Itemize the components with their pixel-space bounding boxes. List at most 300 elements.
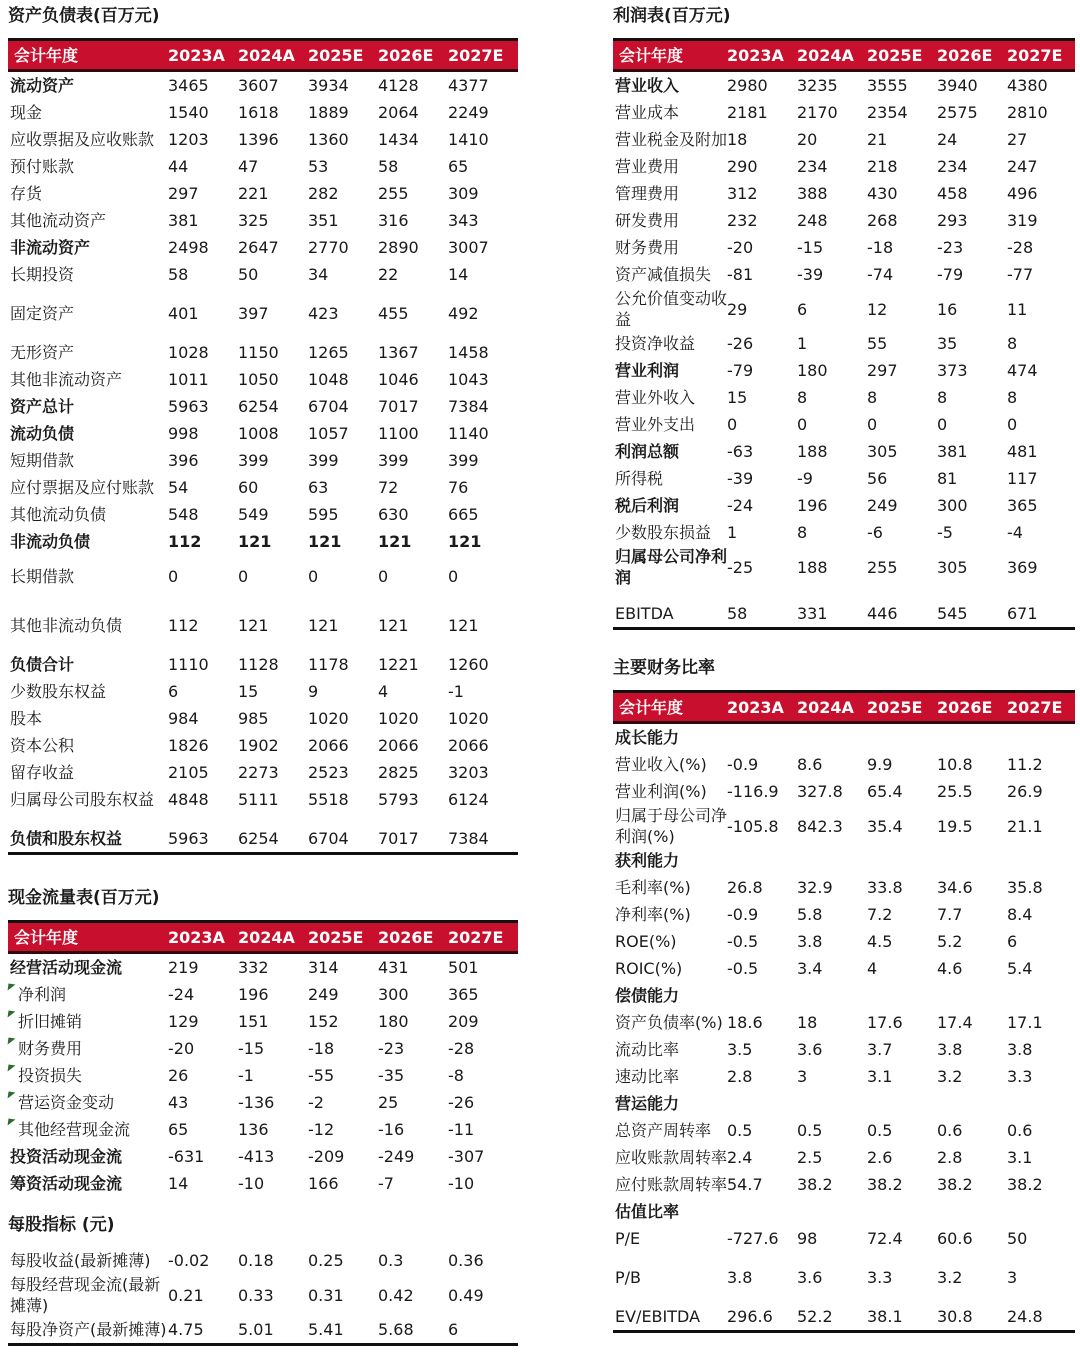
cell-value: 1100	[378, 424, 419, 443]
cell-value: 3.8	[727, 1268, 753, 1287]
cell-value: 985	[238, 709, 269, 728]
cell-value: 1057	[308, 424, 349, 443]
table-header	[8, 38, 518, 72]
cell-value: 1540	[168, 103, 209, 122]
cell-value: -727.6	[727, 1229, 779, 1248]
cell-value: -9	[797, 469, 813, 488]
row-label: 归属于母公司净利润(%)	[615, 806, 728, 846]
table-row	[8, 1170, 518, 1197]
cell-value: 314	[308, 958, 339, 977]
cell-value: 98	[797, 1229, 818, 1248]
cell-value: -20	[168, 1039, 195, 1058]
table-row	[8, 180, 518, 207]
cell-value: 2354	[867, 103, 908, 122]
cell-value: 188	[797, 442, 828, 461]
row-label: 研发费用	[615, 211, 680, 230]
row-label: 速动比率	[615, 1067, 680, 1086]
cell-value: 121	[238, 616, 269, 635]
year-header: 2027E	[448, 927, 504, 947]
cell-value: 6	[448, 1320, 459, 1339]
row-label: 营业收入(%)	[615, 755, 707, 774]
table-row	[8, 420, 518, 447]
cell-value: 332	[238, 958, 269, 977]
table-row	[8, 612, 518, 639]
cell-value: 60	[238, 478, 259, 497]
cell-value: 6	[797, 299, 808, 319]
cell-value: 3.4	[797, 959, 823, 978]
cell-value: 842.3	[797, 816, 843, 836]
cell-value: 396	[168, 451, 199, 470]
cell-value: 399	[448, 451, 479, 470]
table-row	[613, 805, 1075, 847]
cell-value: 11	[1007, 299, 1028, 319]
row-label: 其他流动负债	[10, 505, 107, 524]
cell-value: 0.33	[238, 1285, 274, 1305]
row-label: 其他非流动负债	[10, 616, 123, 635]
cell-value: 3	[1007, 1268, 1018, 1287]
cell-value: 50	[238, 265, 259, 284]
cell-value: 50	[1007, 1229, 1028, 1248]
cell-value: 17.4	[937, 1013, 973, 1032]
cell-value: 2770	[308, 238, 349, 257]
row-label: 应收票据及应收账款	[10, 130, 155, 149]
cell-value: -23	[378, 1039, 405, 1058]
table-row	[613, 1063, 1075, 1090]
cell-value: -11	[448, 1120, 475, 1139]
cell-value: -26	[727, 334, 754, 353]
cell-value: 665	[448, 505, 479, 524]
year-header: 2025E	[867, 45, 923, 65]
cell-value: 1396	[238, 130, 279, 149]
cell-value: 1203	[168, 130, 209, 149]
table-row	[613, 901, 1075, 928]
year-header: 2027E	[448, 45, 504, 65]
cell-value: 221	[238, 184, 269, 203]
table-row	[8, 705, 518, 732]
cell-value: 196	[797, 496, 828, 515]
table-row	[8, 1062, 518, 1089]
cell-value: 65.4	[867, 782, 903, 801]
row-label: 投资活动现金流	[10, 1147, 123, 1166]
cell-value: 2.5	[797, 1148, 823, 1167]
table-row	[613, 519, 1075, 546]
table-row	[613, 1144, 1075, 1171]
cell-value: 21.1	[1007, 816, 1043, 836]
cell-value: 0	[797, 415, 808, 434]
table-row	[8, 447, 518, 474]
cell-value: 1367	[378, 343, 419, 362]
table-row	[613, 207, 1075, 234]
cell-value: 3.2	[937, 1268, 963, 1287]
cell-value: -28	[1007, 238, 1034, 257]
cell-value: 27	[1007, 130, 1028, 149]
row-label: 毛利率(%)	[615, 878, 691, 897]
cell-value: 2890	[378, 238, 419, 257]
cell-value: 0.6	[1007, 1121, 1033, 1140]
cell-value: 3607	[238, 76, 279, 95]
table-row	[613, 600, 1075, 627]
cell-value: 121	[448, 532, 482, 551]
cell-value: 0.21	[168, 1285, 204, 1305]
cell-value: 455	[378, 304, 409, 323]
cell-value: 3465	[168, 76, 209, 95]
cell-flag-icon	[8, 1092, 16, 1100]
row-label: 负债和股东权益	[10, 829, 123, 848]
cell-value: 325	[238, 211, 269, 230]
row-label: 所得税	[615, 469, 664, 488]
cell-flag-icon	[8, 1119, 16, 1127]
cell-value: -0.9	[727, 755, 759, 774]
table-row	[8, 1274, 518, 1316]
cell-value: 984	[168, 709, 199, 728]
cell-value: 312	[727, 184, 758, 203]
row-label: 资产减值损失	[615, 265, 712, 284]
cell-value: 3.8	[797, 932, 823, 951]
cell-value: -25	[727, 557, 754, 577]
cell-value: 12	[867, 299, 888, 319]
cell-value: 65	[448, 157, 469, 176]
table-row	[8, 234, 518, 261]
cell-value: 6	[1007, 932, 1018, 951]
row-label: 存货	[10, 184, 43, 203]
row-label: 流动比率	[615, 1040, 680, 1059]
cell-value: 1265	[308, 343, 349, 362]
cell-value: 1	[727, 523, 738, 542]
row-label: 税后利润	[615, 496, 680, 515]
table-row	[8, 981, 518, 1008]
cell-value: 15	[238, 682, 259, 701]
cell-value: 6	[168, 682, 179, 701]
cell-value: -63	[727, 442, 754, 461]
table-row	[8, 153, 518, 180]
cell-value: 129	[168, 1012, 199, 1031]
row-label: 长期借款	[10, 567, 75, 586]
cell-value: 1050	[238, 370, 279, 389]
cell-value: 151	[238, 1012, 269, 1031]
table-row	[613, 751, 1075, 778]
cell-value: 63	[308, 478, 329, 497]
cell-flag-icon	[8, 1065, 16, 1073]
cell-value: 24	[937, 130, 958, 149]
cell-value: 247	[1007, 157, 1038, 176]
row-label: 其他流动资产	[10, 211, 107, 230]
table-header	[613, 38, 1075, 72]
cell-value: -77	[1007, 265, 1034, 284]
cell-value: 121	[378, 616, 409, 635]
table-row	[613, 153, 1075, 180]
cell-value: 1458	[448, 343, 489, 362]
cell-value: -209	[308, 1147, 345, 1166]
row-label: 现金	[10, 103, 43, 122]
row-label: 营业税金及附加	[615, 130, 728, 149]
cell-value: 218	[867, 157, 898, 176]
table-row	[613, 1225, 1075, 1252]
cell-value: 399	[308, 451, 339, 470]
cell-value: 8	[867, 388, 878, 407]
cell-value: 3.8	[937, 1040, 963, 1059]
row-label: 资产负债率(%)	[615, 1013, 723, 1032]
cell-value: 3.3	[1007, 1067, 1033, 1086]
cell-value: 38.1	[867, 1307, 903, 1326]
cell-value: 35.4	[867, 816, 903, 836]
cell-value: 44	[168, 157, 189, 176]
table-row	[8, 954, 518, 981]
cell-value: 3235	[797, 76, 838, 95]
cell-value: 76	[448, 478, 469, 497]
table-row	[613, 330, 1075, 357]
cash-flow-table	[8, 920, 518, 1197]
cell-value: 431	[378, 958, 409, 977]
right-column	[613, 6, 1075, 1333]
year-header: 2023A	[727, 45, 784, 65]
cell-value: -10	[448, 1174, 475, 1193]
row-label: 每股净资产(最新摊薄)	[10, 1320, 167, 1339]
row-label: 筹资活动现金流	[10, 1174, 123, 1193]
cell-value: 3	[797, 1067, 808, 1086]
cell-value: 60.6	[937, 1229, 973, 1248]
cell-value: 234	[937, 157, 968, 176]
row-label: P/E	[615, 1229, 641, 1248]
row-label: 流动负债	[10, 424, 75, 443]
cell-value: 7384	[448, 397, 489, 416]
cell-value: 8	[1007, 334, 1018, 353]
cell-value: 7384	[448, 829, 489, 848]
cell-value: -35	[378, 1066, 405, 1085]
cell-value: 3.8	[1007, 1040, 1033, 1059]
row-label: 财务费用	[615, 238, 680, 257]
cell-value: -23	[937, 238, 964, 257]
balance-sheet-title: 资产负债表(百万元)	[8, 6, 160, 26]
cell-value: 1618	[238, 103, 279, 122]
cell-value: 3.6	[797, 1268, 823, 1287]
cell-value: 2066	[378, 736, 419, 755]
table-row	[613, 180, 1075, 207]
cell-value: 595	[308, 505, 339, 524]
cell-value: 6704	[308, 397, 349, 416]
cell-value: 234	[797, 157, 828, 176]
row-label: 获利能力	[615, 851, 680, 870]
table-row	[613, 546, 1075, 588]
cell-value: 26.9	[1007, 782, 1043, 801]
cell-value: 1048	[308, 370, 349, 389]
cell-value: 3555	[867, 76, 908, 95]
table-row	[8, 99, 518, 126]
year-header: 2026E	[937, 45, 993, 65]
cell-value: 446	[867, 604, 898, 623]
cell-value: -55	[308, 1066, 335, 1085]
year-header: 2027E	[1007, 45, 1063, 65]
cell-value: 365	[448, 985, 479, 1004]
row-label: 营运资金变动	[18, 1093, 115, 1112]
row-label: 股本	[10, 709, 43, 728]
cell-value: -249	[378, 1147, 415, 1166]
table-row	[8, 393, 518, 420]
cell-value: 4848	[168, 790, 209, 809]
cell-value: 52.2	[797, 1307, 833, 1326]
row-label: 负债合计	[10, 655, 75, 674]
cell-value: 293	[937, 211, 968, 230]
row-label: EBITDA	[615, 604, 674, 623]
cell-value: 2575	[937, 103, 978, 122]
cell-value: 2273	[238, 763, 279, 782]
cell-value: 112	[168, 532, 202, 551]
cell-value: 5.68	[378, 1320, 414, 1339]
table-row	[613, 1171, 1075, 1198]
cell-value: 8	[937, 388, 948, 407]
cell-value: 0	[378, 567, 389, 586]
table-row	[613, 1090, 1075, 1117]
cell-value: 0	[867, 415, 878, 434]
row-label: 少数股东权益	[10, 682, 107, 701]
cell-value: 3.2	[937, 1067, 963, 1086]
cell-value: 3007	[448, 238, 489, 257]
year-header: 2026E	[937, 697, 993, 717]
cell-value: 4	[867, 959, 878, 978]
cell-value: 47	[238, 157, 259, 176]
cell-value: -1	[448, 682, 464, 701]
cell-value: 399	[238, 451, 269, 470]
cell-value: 21	[867, 130, 888, 149]
table-row	[613, 874, 1075, 901]
cell-value: -4	[1007, 523, 1023, 542]
cell-value: 2810	[1007, 103, 1048, 122]
cell-value: 2064	[378, 103, 419, 122]
cell-value: 5963	[168, 397, 209, 416]
cell-value: 1	[797, 334, 808, 353]
cell-value: 2066	[308, 736, 349, 755]
table-row	[613, 1117, 1075, 1144]
cell-value: -16	[378, 1120, 405, 1139]
table-row	[613, 1303, 1075, 1330]
table-header	[613, 690, 1075, 724]
table-row	[613, 465, 1075, 492]
cell-value: 2498	[168, 238, 209, 257]
cell-value: 2170	[797, 103, 838, 122]
row-label: 留存收益	[10, 763, 75, 782]
cell-value: 35	[937, 334, 958, 353]
cell-value: 0.5	[797, 1121, 823, 1140]
cell-value: 8	[797, 523, 808, 542]
cell-value: 188	[797, 557, 828, 577]
cell-value: 3940	[937, 76, 978, 95]
cell-value: 2.8	[727, 1067, 753, 1086]
table-row	[613, 778, 1075, 805]
cell-value: 5793	[378, 790, 419, 809]
row-label: 归属母公司股东权益	[10, 790, 155, 809]
cell-value: 5518	[308, 790, 349, 809]
cell-value: 2980	[727, 76, 768, 95]
table-row	[8, 759, 518, 786]
cell-value: 10.8	[937, 755, 973, 774]
cell-value: 481	[1007, 442, 1038, 461]
row-label: 营业利润(%)	[615, 782, 707, 801]
row-label: 投资净收益	[615, 334, 696, 353]
cell-value: 249	[867, 496, 898, 515]
table-row	[8, 1089, 518, 1116]
cell-value: 8.4	[1007, 905, 1033, 924]
cell-value: -2	[308, 1093, 324, 1112]
cell-value: 3.6	[797, 1040, 823, 1059]
cell-value: 8.6	[797, 755, 823, 774]
table-row	[613, 384, 1075, 411]
table-row	[8, 207, 518, 234]
year-header: 2024A	[238, 927, 295, 947]
cell-flag-icon	[8, 1038, 16, 1046]
cell-value: 1128	[238, 655, 279, 674]
cell-value: 0	[168, 567, 179, 586]
cell-value: 121	[308, 532, 342, 551]
cell-value: -7	[378, 1174, 394, 1193]
row-label: 管理费用	[615, 184, 680, 203]
cell-value: 630	[378, 505, 409, 524]
cell-value: 38.2	[867, 1175, 903, 1194]
cell-value: 20	[797, 130, 818, 149]
cell-value: 248	[797, 211, 828, 230]
row-label: 折旧摊销	[18, 1012, 83, 1031]
table-row	[8, 300, 518, 327]
cell-value: 2066	[448, 736, 489, 755]
row-label: ROE(%)	[615, 932, 677, 951]
cell-value: 4377	[448, 76, 489, 95]
cell-value: 399	[378, 451, 409, 470]
table-row	[613, 357, 1075, 384]
year-column-header: 会计年度	[14, 45, 79, 65]
row-label: 总资产周转率	[615, 1121, 712, 1140]
cell-value: 5.2	[937, 932, 963, 951]
cell-flag-icon	[8, 984, 16, 992]
cell-value: 305	[937, 557, 968, 577]
table-row	[8, 825, 518, 852]
cell-value: 1889	[308, 103, 349, 122]
cell-value: 7017	[378, 397, 419, 416]
cell-value: 4	[378, 682, 389, 701]
cell-value: -24	[168, 985, 195, 1004]
table-header	[8, 920, 518, 954]
income-statement-title: 利润表(百万元)	[613, 6, 731, 26]
cell-value: 121	[238, 532, 272, 551]
cell-value: 34	[308, 265, 329, 284]
year-header: 2025E	[308, 45, 364, 65]
cell-value: 492	[448, 304, 479, 323]
cell-flag-icon	[8, 1011, 16, 1019]
cell-value: 3934	[308, 76, 349, 95]
year-header: 2026E	[378, 927, 434, 947]
row-label: 少数股东损益	[615, 523, 712, 542]
cell-value: 15	[727, 388, 748, 407]
cell-value: 2.6	[867, 1148, 893, 1167]
table-row	[8, 1143, 518, 1170]
cell-value: -0.5	[727, 932, 759, 951]
cell-value: 38.2	[797, 1175, 833, 1194]
row-label: 应付票据及应付账款	[10, 478, 155, 497]
cell-value: 474	[1007, 361, 1038, 380]
cell-value: 117	[1007, 469, 1038, 488]
cell-value: 65	[168, 1120, 189, 1139]
cell-value: 209	[448, 1012, 479, 1031]
cell-value: 327.8	[797, 782, 843, 801]
cell-value: 3203	[448, 763, 489, 782]
cell-value: 9.9	[867, 755, 893, 774]
cell-value: 4.5	[867, 932, 893, 951]
cell-value: 1020	[378, 709, 419, 728]
cell-value: 1020	[308, 709, 349, 728]
row-label: 非流动负债	[10, 532, 91, 551]
cell-value: 58	[727, 604, 748, 623]
cell-value: 17.6	[867, 1013, 903, 1032]
row-label: 经营活动现金流	[10, 958, 123, 977]
cell-value: 297	[168, 184, 199, 203]
cell-value: 1028	[168, 343, 209, 362]
